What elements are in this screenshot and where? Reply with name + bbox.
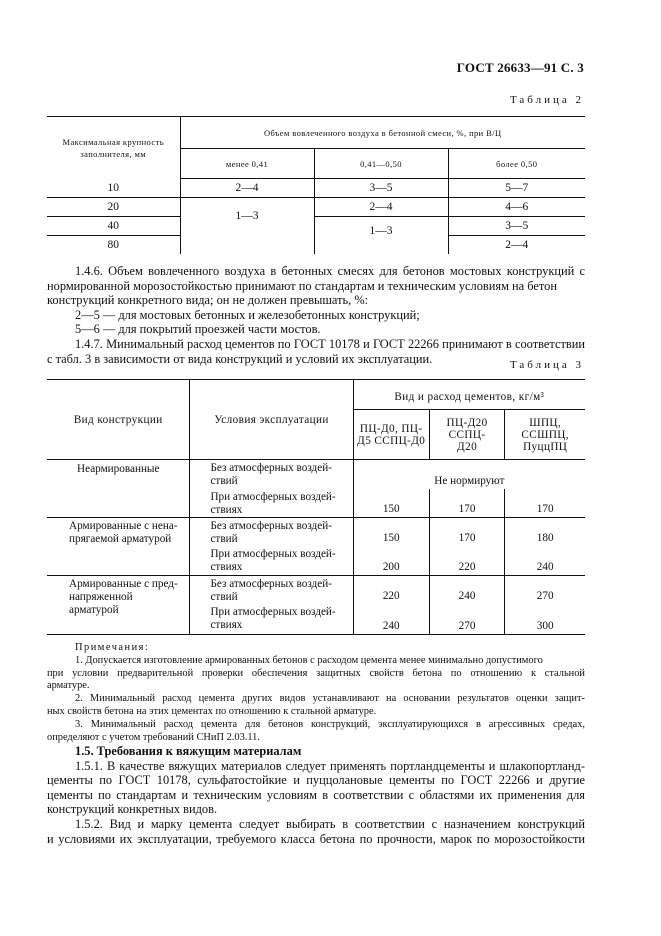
t3-not-normed: Не нормируют [434,474,505,487]
note-line: 3. Минимальный расход цемента для бетонов конструкций, эксплуатирующихся в агрессивных средах, [75,718,585,730]
t3-value: 300 [505,604,585,635]
notes-title: Примечания: [75,642,150,653]
t3-cond-line: При атмосферных воздей- [210,490,336,503]
text-line: с табл. 3 в зависимости от вида конструкций и условий их эксплуатации. [47,351,433,366]
t2-cell: 4—6 [448,198,585,217]
note-line: арматуре. [47,680,90,692]
t3-value: 200 [353,546,429,575]
t2-cell: 3—5 [314,179,448,198]
t3-kind [47,518,190,576]
t3-condition [190,489,353,518]
table-2 [47,116,585,254]
t3-value: 220 [353,575,429,604]
t2-cell: 1—3 [314,217,448,255]
t3-value: 170 [429,518,505,547]
t3-value: 170 [429,489,505,518]
t3-kind-line: Неармированные [77,463,160,475]
t3-condition [190,575,353,604]
para-1-4-6 [47,264,585,366]
t3-value: 180 [536,532,554,544]
t3-cond-line: ствиях [210,503,243,516]
t3-value: 240 [505,546,585,575]
t2-cell: 2—4 [505,239,529,251]
t3-value: 150 [353,489,429,518]
text-line: нормированной морозостойкостью принимают по стандартам и техническим условиям на бетон [47,278,557,293]
t2-cell: 3—5 [448,217,585,236]
t2-cell: 80 [47,236,180,255]
section-1-5 [47,744,585,846]
table-2-caption: Таблица 2 [509,94,584,106]
table-3 [47,379,585,635]
t2-cell: 5—7 [448,179,585,198]
text-line: 5—6 — для покрытий проезжей части мостов. [75,322,321,337]
t2-cell: 2—4 [180,179,314,198]
t3-cond-line: ствий [210,590,238,603]
t3-cond-line: ствиях [210,618,243,631]
t3-cond-line: ствий [210,475,238,487]
t2-col1-header: Максимальная крупность заполнителя, мм [47,117,180,179]
text-line: конструкций конкретного вида; он не должен превышать, %: [47,293,369,308]
text-line: и условиями их эксплуатации, требуемого класса бетона по прочности, марок по морозостойкости [47,831,585,846]
t3-col2-header: Условия эксплуатации [190,380,353,460]
t2-cell: 10 [47,179,180,198]
t3-value: 150 [353,518,429,547]
t2-cell: 40 [47,217,180,236]
note-line: 1. Допускается изготовление армированных бетонов с расходом цемента менее минимально допустимого [75,654,543,666]
text-line: 1.5.2. Вид и марку цемента следует выбирать в соответствии с назначением конструкций [75,816,585,831]
text-line: 1.4.7. Минимальный расход цементов по ГОСТ 10178 и ГОСТ 22266 принимают в соответствии [75,336,585,351]
t3-kind-line: напряженной арматурой [69,590,133,616]
note-line: ных свойств бетона на этих цементах по отношению к стальной арматуре. [47,705,377,717]
page-header: ГОСТ 26633—91 С. 3 [456,60,584,75]
t2-cell: 20 [47,198,180,217]
note-line: 2. Минимальный расход цемента других видов устанавливают на основании результатов оценки защит- [75,693,585,705]
t3-condition [190,604,353,635]
text-line: 1.4.6. Объем вовлеченного воздуха в бетонных смесях для бетонов мостовых конструкций с [75,264,585,278]
t3-cond-line: При атмосферных воздей- [210,548,336,560]
t3-condition [190,518,353,547]
section-title: 1.5. Требования к вяжущим материалам [75,744,302,758]
t3-cond-line: Без атмосферных воздей- [210,462,332,474]
note-line: определяют с учетом требований СНиП 2.03.11. [47,731,260,743]
t3-value: 170 [505,489,585,518]
t3-group-header: Вид и расход цементов, кг/м³ [353,380,585,410]
t3-subheader: ПЦ-Д0, ПЦ-Д5 ССПЦ-Д0 [353,410,429,460]
t3-kind-line: Армированные с нена- [69,520,178,532]
t3-cond-line: Без атмосферных воздей- [210,577,332,590]
note-line: при условии предварительной проверки обеспечения защитных свойств бетона по отношению к стальной [47,667,585,679]
t3-condition [190,546,353,575]
t3-value: 240 [429,575,505,604]
t2-group-header: Объем вовлеченного воздуха в бетонной смеси, %, при В/Ц [180,117,585,149]
text-line: 2—5 — для мостовых бетонных и железобетонных конструкций; [75,307,420,322]
text-line: конструкций конкретных видов. [47,802,218,817]
t3-kind [47,460,190,518]
t3-cond-line: Без атмосферных воздей- [210,520,332,532]
text-line: цементы по ГОСТ 10178, сульфатостойкие и пуццолановые цементы по ГОСТ 22266 и другие [47,773,585,788]
t3-subheader: ПЦ-Д20 ССПЦ-Д20 [429,410,505,460]
t3-cond-line: ствий [210,533,238,545]
text-line: 1.5.1. В качестве вяжущих материалов следует применять портландцементы и шлакопортланд- [75,758,585,773]
t3-kind-line: Армированные с пред- [69,577,178,590]
t3-value: 270 [536,589,554,602]
t3-kind [47,575,190,635]
t3-subheader: ШПЦ, ССШПЦ, ПуццПЦ [505,410,585,460]
text-line: цементы по стандартам и техническим условиям в соответствии с областями их применения для [47,787,585,802]
table-3-caption: Таблица 3 [509,359,584,371]
t3-value: 220 [429,546,505,575]
t3-col1-header: Вид конструкции [47,380,190,460]
t3-condition [190,460,353,489]
notes [47,642,585,744]
t2-subheader: 0,41—0,50 [314,149,448,179]
t3-cond-line: При атмосферных воздей- [210,605,336,618]
t2-cell: 2—4 [314,198,448,217]
t3-cond-line: ствиях [210,561,243,573]
t3-value: 240 [353,604,429,635]
t2-subheader: более 0,50 [448,149,585,179]
t2-cell: 1—3 [180,198,314,255]
t2-subheader: менее 0,41 [180,149,314,179]
t3-value: 270 [429,604,505,635]
t3-kind-line: прягаемой арматурой [69,533,172,545]
